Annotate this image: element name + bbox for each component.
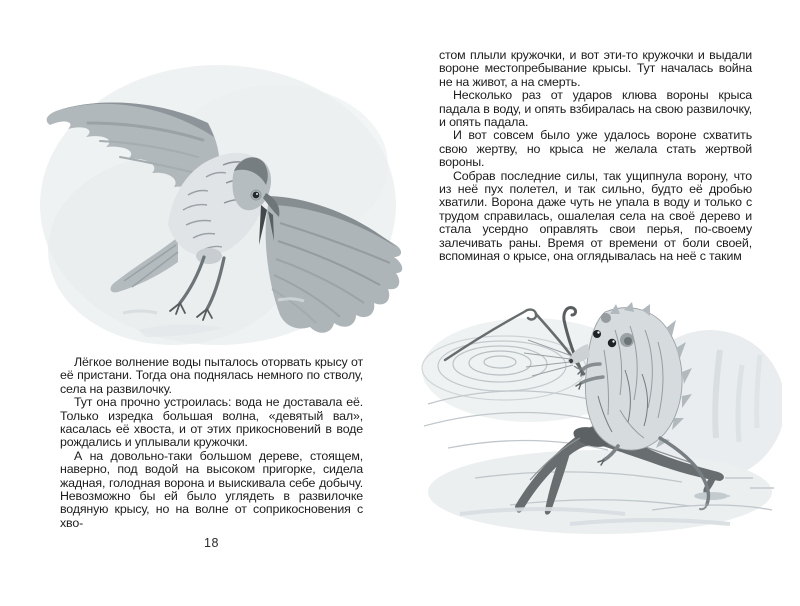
right-text-column: [439, 49, 752, 264]
page-number: 18: [204, 536, 219, 550]
paragraph: стом плыли кружочки, и вот эти-то кружочки и выдали вороне местопребывание крысы. Тут началась война не на живот, а на смерть.: [439, 48, 752, 89]
paragraph: А на довольно-таки большом дереве, стоящем, наверно, под водой на высоком пригорке, сидела жадная, голодная ворона и выискивала себе добычу. Невозможно бы ей было углядеть в развилочке водяную крысу, но на волне от соприкосновения с хво-: [60, 448, 363, 530]
water-rat-sketch-icon: [420, 300, 782, 535]
paragraph: И вот совсем было уже удалось вороне схватить свою жертву, но крыса не желала стать жертвой вороны.: [439, 128, 752, 170]
flying-crow-sketch-icon: [28, 45, 413, 355]
water-rat-illustration: [420, 300, 782, 535]
paragraph: Собрав последние силы, так ущипнула ворону, что из неё пух полетел, и так сильно, будто её дробью хватили. Ворона даже чуть не упала в воду и только с трудом справилась, ошалелая села на своё дерево и стала усердно оправлять свои перья, по-своему залечивать раны. Время от времени от боли своей, вспоминая о крысе, она оглядывалась на неё с таким: [439, 168, 752, 264]
paragraph: Несколько раз от ударов клюва вороны крыса падала в воду, и опять взбиралась на свою развилочку, и опять падала.: [439, 88, 752, 130]
paragraph: Лёгкое волнение воды пыталось оторвать крысу от её пристани. Тогда она поднялась немного по стволу, села на развилочку.: [60, 355, 363, 396]
left-text-column: [60, 356, 363, 530]
crow-illustration: [28, 45, 413, 355]
paragraph: Тут она прочно устроилась: вода не доставала её. Только изредка большая волна, «девятый вал», касалась её хвоста, и от этих прикосновений в воде рождались и уплывали кружочки.: [60, 395, 363, 450]
